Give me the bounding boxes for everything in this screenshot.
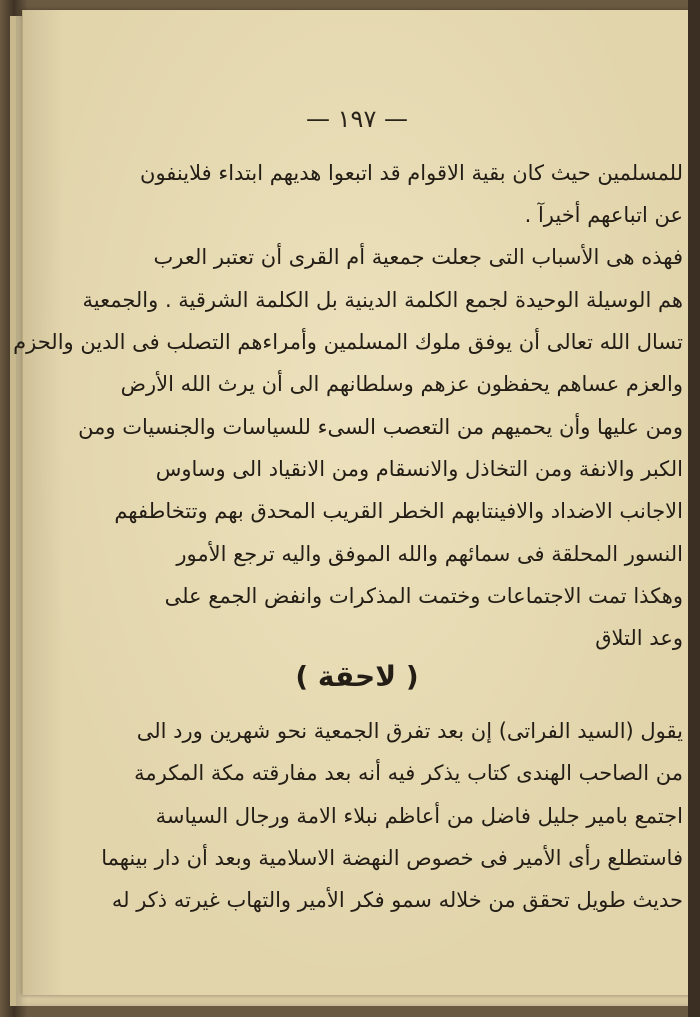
text-line: فاستطلع رأى الأمير فى خصوص النهضة الاسلامية وبعد أن دار بينهما [101, 846, 683, 870]
text-line: ومن عليها وأن يحميهم من التعصب السىء للسياسات والجنسيات ومن [78, 415, 683, 439]
text-line: وهكذا تمت الاجتماعات وختمت المذكرات وانفض الجمع على [164, 584, 683, 608]
text-line: حديث طويل تحقق من خلاله سمو فكر الأمير والتهاب غيرته ذكر له [111, 888, 683, 912]
text-line: للمسلمين حيث كان بقية الاقوام قد اتبعوا هديهم ابتداء فلاينفون [140, 161, 683, 185]
text-line: عن اتباعهم أخيرآ . [524, 203, 683, 227]
section-heading: ( لاحقة ) [295, 660, 419, 693]
book-page [13, 10, 691, 995]
text-line: هم الوسيلة الوحيدة لجمع الكلمة الدينية بل الكلمة الشرقية . والجمعية [82, 288, 683, 312]
text-line: يقول (السيد الفراتى) إن بعد تفرق الجمعية نحو شهرين ورد الى [136, 719, 683, 743]
page-number: — ١٩٧ — [306, 105, 408, 133]
book-spine-shadow [688, 0, 700, 1017]
text-line: الاجانب الاضداد والافينتابهم الخطر القريب المحدق بهم وتتخاطفهم [114, 499, 683, 523]
text-line: فهذه هى الأسباب التى جعلت جمعية أم القرى أن تعتبر العرب [153, 245, 683, 269]
text-line: من الصاحب الهندى كتاب يذكر فيه أنه بعد مفارقته مكة المكرمة [134, 761, 683, 785]
text-line: والعزم عساهم يحفظون عزهم وسلطانهم الى أن يرث الله الأرض [120, 372, 683, 396]
text-line: وعد التلاق [595, 626, 683, 650]
text-line: تسال الله تعالى أن يوفق ملوك المسلمين وأمراءهم التصلب فى الدين والحزم [13, 330, 683, 354]
text-line: اجتمع بامير جليل فاضل من أعاظم نبلاء الامة ورجال السياسة [155, 804, 683, 828]
page-body [13, 10, 683, 995]
text-line: الكبر والانفة ومن التخاذل والانسقام ومن الانقياد الى وساوس [155, 457, 683, 481]
text-line: النسور المحلقة فى سمائهم والله الموفق واليه ترجع الأمور [176, 542, 683, 566]
